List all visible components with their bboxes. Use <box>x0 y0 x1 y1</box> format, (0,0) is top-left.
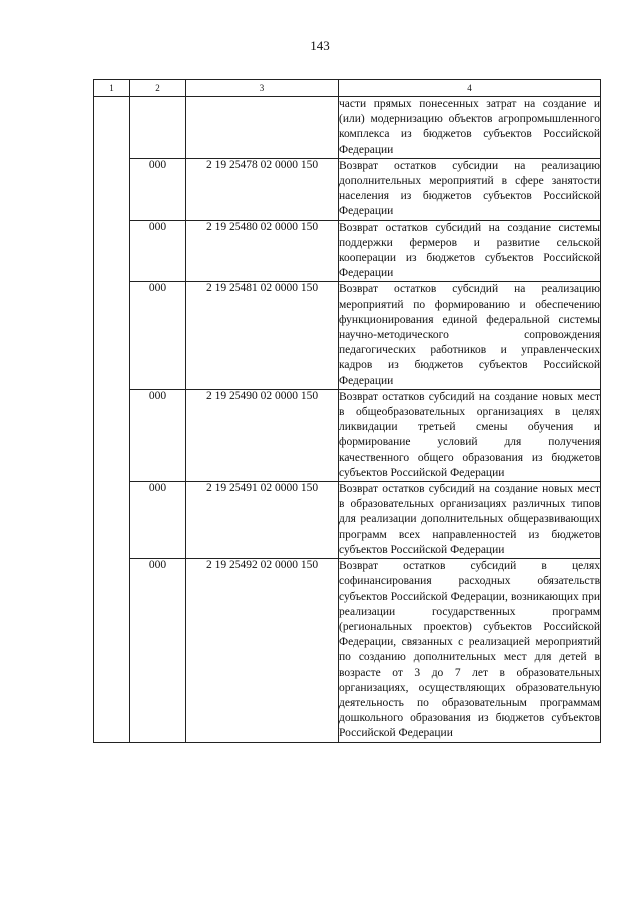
budget-code-cell: 2 19 25491 02 0000 150 <box>186 482 339 559</box>
page-number: 143 <box>310 38 330 53</box>
table-header-row <box>94 80 601 97</box>
budget-classification-table <box>93 79 601 743</box>
table-row <box>94 482 601 559</box>
column-header-1: 1 <box>94 80 130 97</box>
admin-code-cell: 000 <box>130 389 186 481</box>
description-cell: Возврат остатков субсидии на реализацию дополнительных мероприятий в сфере занятости населения из бюджетов субъектов Российской Федерации <box>339 158 601 220</box>
blank-cell <box>94 97 130 743</box>
budget-code-cell: 2 19 25490 02 0000 150 <box>186 389 339 481</box>
column-header-3: 3 <box>186 80 339 97</box>
description-cell: части прямых понесенных затрат на создание и (или) модернизацию объектов агропромышленного комплекса из бюджетов субъектов Российской Федерации <box>339 97 601 159</box>
table-row <box>94 559 601 742</box>
budget-code-cell: 2 19 25478 02 0000 150 <box>186 158 339 220</box>
column-header-2: 2 <box>130 80 186 97</box>
admin-code-cell: 000 <box>130 482 186 559</box>
description-cell: Возврат остатков субсидий в целях софинансирования расходных обязательств субъектов Российской Федерации, возникающих при реализации государственных программ (региональных проектов) субъектов Российской Федерации, связанных с реализацией мероприятий по созданию дополнительных мест для детей в возрасте от 3 до 7 лет в образовательных организациях, осуществляющих образовательную деятельность по образовательным программам дошкольного образования из бюджетов субъектов Российской Федерации <box>339 559 601 742</box>
description-cell: Возврат остатков субсидий на создание новых мест в общеобразовательных организациях в целях ликвидации третьей смены обучения и формирование условий для получения качественного общего образования из бюджетов субъектов Российской Федерации <box>339 389 601 481</box>
budget-code-cell: 2 19 25492 02 0000 150 <box>186 559 339 742</box>
admin-code-cell: 000 <box>130 559 186 742</box>
table-row <box>94 220 601 282</box>
admin-code-cell: 000 <box>130 220 186 282</box>
budget-code-cell: 2 19 25481 02 0000 150 <box>186 282 339 389</box>
admin-code-cell <box>130 97 186 159</box>
description-cell: Возврат остатков субсидий на реализацию мероприятий по формированию и обеспечению функционирования единой федеральной системы научно-методического сопровождения педагогических работников и управленческих кадров из бюджетов субъектов Российской Федерации <box>339 282 601 389</box>
table-row <box>94 158 601 220</box>
description-cell: Возврат остатков субсидий на создание новых мест в образовательных организациях различных типов для реализации дополнительных общеразвивающих программ всех направленностей из бюджетов субъектов Российской Федерации <box>339 482 601 559</box>
column-header-4: 4 <box>339 80 601 97</box>
table-row <box>94 389 601 481</box>
admin-code-cell: 000 <box>130 282 186 389</box>
table-row <box>94 282 601 389</box>
budget-code-cell: 2 19 25480 02 0000 150 <box>186 220 339 282</box>
description-cell: Возврат остатков субсидий на создание системы поддержки фермеров и развитие сельской кооперации из бюджетов субъектов Российской Федерации <box>339 220 601 282</box>
budget-code-cell <box>186 97 339 159</box>
admin-code-cell: 000 <box>130 158 186 220</box>
table-row <box>94 97 601 159</box>
